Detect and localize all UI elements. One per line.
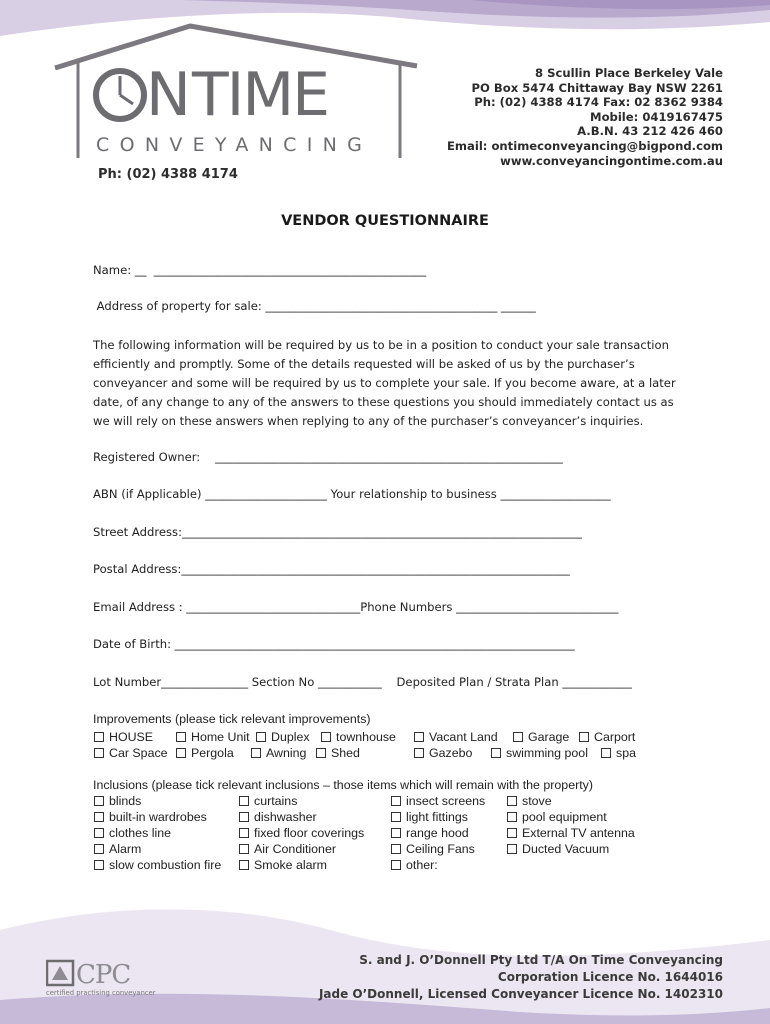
- checkbox-label: spa: [616, 746, 636, 760]
- checkbox-box[interactable]: [176, 732, 186, 742]
- checkbox-carport[interactable]: [579, 730, 635, 744]
- checkbox-label: Vacant Land: [429, 730, 498, 744]
- registered-owner-field[interactable]: Registered Owner: ____________________________________________________________: [93, 450, 563, 464]
- intro-paragraph: [93, 336, 683, 431]
- checkbox-box[interactable]: [176, 748, 186, 758]
- checkbox-spa[interactable]: [601, 746, 636, 760]
- checkbox-label: Home Unit: [191, 730, 250, 744]
- contact-address: 8 Scullin Place Berkeley Vale: [535, 66, 723, 80]
- checkbox-label: stove: [522, 794, 552, 808]
- cpc-logo-icon: [46, 958, 76, 988]
- checkbox-label: insect screens: [406, 794, 486, 808]
- checkbox-label: HOUSE: [109, 730, 154, 744]
- checkbox-box[interactable]: [239, 844, 249, 854]
- checkbox-alarm[interactable]: [94, 842, 141, 856]
- checkbox-stove[interactable]: [507, 794, 552, 808]
- checkbox-label: other:: [406, 858, 438, 872]
- checkbox-label: slow combustion fire: [109, 858, 222, 872]
- checkbox-label: curtains: [254, 794, 298, 808]
- cpc-subtitle: certified practising conveyancer: [46, 989, 156, 997]
- checkbox-smoke-alarm[interactable]: [239, 858, 327, 872]
- checkbox-box[interactable]: [491, 748, 501, 758]
- checkbox-label: Awning: [266, 746, 307, 760]
- checkbox-label: Air Conditioner: [254, 842, 336, 856]
- name-field[interactable]: Name: __ _______________________________________________: [93, 263, 427, 277]
- checkbox-box[interactable]: [579, 732, 589, 742]
- checkbox-box[interactable]: [239, 796, 249, 806]
- checkbox-label: Carport: [594, 730, 636, 744]
- checkbox-fixed-floor-coverings[interactable]: [239, 826, 364, 840]
- checkbox-box[interactable]: [239, 812, 249, 822]
- checkbox-box[interactable]: [94, 860, 104, 870]
- phone-banner: Ph: (02) 4388 4174: [98, 167, 238, 182]
- contact-po-box: PO Box 5474 Chittaway Bay NSW 2261: [471, 80, 723, 95]
- lot-section-plan-field[interactable]: Lot Number_______________ Section No ___________ Deposited Plan / Strata Plan ____________: [93, 675, 632, 689]
- checkbox-box[interactable]: [316, 748, 326, 758]
- checkbox-range-hood[interactable]: [391, 826, 469, 840]
- checkbox-blinds[interactable]: [94, 794, 141, 808]
- intro-line: date, of any change to any of the answers to these questions you should immediately contact us as: [93, 395, 674, 409]
- checkbox-box[interactable]: [414, 732, 424, 742]
- checkbox-label: Duplex: [271, 730, 310, 744]
- clock-icon: [91, 66, 149, 124]
- checkbox-garage[interactable]: [513, 730, 569, 744]
- improvements-heading: Improvements (please tick relevant improvements): [93, 712, 371, 726]
- checkbox-vacant-land[interactable]: [414, 730, 498, 744]
- footer-corporation-licence: Corporation Licence No. 1644016: [497, 970, 723, 984]
- intro-line: conveyancer and some will be required by us to complete your sale. If you become aware, at a later: [93, 376, 676, 390]
- checkbox-box[interactable]: [239, 828, 249, 838]
- checkbox-home-unit[interactable]: [176, 730, 250, 744]
- checkbox-label: light fittings: [406, 810, 468, 824]
- logo-name-on: N: [146, 60, 188, 130]
- checkbox-shed[interactable]: [316, 746, 360, 760]
- checkbox-label: built-in wardrobes: [109, 810, 207, 824]
- footer-licence-info: [319, 952, 723, 1003]
- checkbox-box[interactable]: [94, 812, 104, 822]
- checkbox-label: dishwasher: [254, 810, 317, 824]
- checkbox-label: Pergola: [191, 746, 234, 760]
- contact-phone-fax: Ph: (02) 4388 4174 Fax: 02 8362 9384: [474, 95, 723, 110]
- checkbox-label: Smoke alarm: [254, 858, 327, 872]
- contact-email[interactable]: Email: ontimeconveyancing@bigpond.com: [447, 138, 723, 153]
- checkbox-label: Garage: [528, 730, 570, 744]
- checkbox-box[interactable]: [251, 748, 261, 758]
- checkbox-built-in-wardrobes[interactable]: [94, 810, 207, 824]
- checkbox-box[interactable]: [391, 844, 401, 854]
- checkbox-dishwasher[interactable]: [239, 810, 317, 824]
- checkbox-label: Shed: [331, 746, 360, 760]
- checkbox-box[interactable]: [321, 732, 331, 742]
- checkbox-box[interactable]: [94, 732, 104, 742]
- checkbox-box[interactable]: [94, 844, 104, 854]
- checkbox-label: Ceiling Fans: [406, 842, 475, 856]
- checkbox-label: Car Space: [109, 746, 168, 760]
- checkbox-label: pool equipment: [522, 810, 607, 824]
- checkbox-pergola[interactable]: [176, 746, 234, 760]
- intro-line: efficiently and promptly. Some of the details requested will be asked of us by the purchaser’s: [93, 357, 635, 371]
- checkbox-curtains[interactable]: [239, 794, 297, 808]
- contact-website[interactable]: www.conveyancingontime.com.au: [500, 153, 723, 168]
- checkbox-label: Gazebo: [429, 746, 473, 760]
- checkbox-box[interactable]: [391, 860, 401, 870]
- checkbox-box[interactable]: [256, 732, 266, 742]
- checkbox-gazebo[interactable]: [414, 746, 472, 760]
- checkbox-slow-combustion-fire[interactable]: [94, 858, 221, 872]
- property-address-field[interactable]: Address of property for sale: ________________________________________ ______: [93, 299, 536, 313]
- checkbox-label: townhouse: [336, 730, 396, 744]
- checkbox-car-space[interactable]: [94, 746, 168, 760]
- checkbox-label: Ducted Vacuum: [522, 842, 610, 856]
- checkbox-awning[interactable]: [251, 746, 306, 760]
- checkbox-label: swimming pool: [506, 746, 588, 760]
- street-address-field[interactable]: Street Address:_____________________________________________________________________: [93, 525, 582, 539]
- checkbox-duplex[interactable]: [256, 730, 310, 744]
- page-title: VENDOR QUESTIONNAIRE: [281, 213, 489, 229]
- checkbox-light-fittings[interactable]: [391, 810, 468, 824]
- checkbox-other[interactable]: [391, 858, 438, 872]
- checkbox-box[interactable]: [507, 812, 517, 822]
- checkbox-label: External TV antenna: [522, 826, 635, 840]
- postal-address-field[interactable]: Postal Address:___________________________________________________________________: [93, 562, 570, 576]
- footer-conveyancer-licence: Jade O’Donnell, Licensed Conveyancer Licence No. 1402310: [318, 987, 723, 1001]
- checkbox-box[interactable]: [239, 860, 249, 870]
- intro-line: we will rely on these answers when replying to any of the purchaser’s conveyancer’s inquiries.: [93, 414, 644, 428]
- checkbox-label: fixed floor coverings: [254, 826, 365, 840]
- checkbox-box[interactable]: [507, 844, 517, 854]
- intro-line: The following information will be required by us to be in a position to conduct your sale transaction: [93, 338, 669, 352]
- checkbox-box[interactable]: [414, 748, 424, 758]
- logo-name-time: TIME: [192, 60, 329, 130]
- contact-details: [447, 66, 723, 168]
- checkbox-ducted-vacuum[interactable]: [507, 842, 609, 856]
- checkbox-swimming-pool[interactable]: [491, 746, 588, 760]
- checkbox-house[interactable]: [94, 730, 153, 744]
- checkbox-ceiling-fans[interactable]: [391, 842, 475, 856]
- email-phone-field[interactable]: Email Address : ______________________________Phone Numbers ____________________________: [93, 600, 619, 614]
- checkbox-label: Alarm: [109, 842, 142, 856]
- checkbox-box[interactable]: [507, 796, 517, 806]
- checkbox-box[interactable]: [94, 796, 104, 806]
- checkbox-box[interactable]: [94, 748, 104, 758]
- checkbox-air-conditioner[interactable]: [239, 842, 336, 856]
- checkbox-box[interactable]: [391, 812, 401, 822]
- checkbox-townhouse[interactable]: [321, 730, 396, 744]
- checkbox-pool-equipment[interactable]: [507, 810, 607, 824]
- checkbox-label: clothes line: [109, 826, 171, 840]
- checkbox-box[interactable]: [391, 828, 401, 838]
- checkbox-box[interactable]: [391, 796, 401, 806]
- inclusions-heading: Inclusions (please tick relevant inclusions – those items which will remain with the property): [93, 778, 593, 792]
- cpc-mark: CPC: [76, 960, 131, 990]
- checkbox-box[interactable]: [507, 828, 517, 838]
- checkbox-box[interactable]: [513, 732, 523, 742]
- checkbox-label: range hood: [406, 826, 469, 840]
- checkbox-label: blinds: [109, 794, 142, 808]
- checkbox-insect-screens[interactable]: [391, 794, 485, 808]
- checkbox-external-tv-antenna[interactable]: [507, 826, 635, 840]
- abn-field[interactable]: ABN (if Applicable) _____________________ Your relationship to business ___________________: [93, 487, 611, 501]
- checkbox-clothes-line[interactable]: [94, 826, 171, 840]
- logo-tagline: CONVEYANCING: [96, 134, 373, 156]
- checkbox-box[interactable]: [94, 828, 104, 838]
- footer-company: S. and J. O’Donnell Pty Ltd T/A On Time Conveyancing: [359, 953, 723, 967]
- contact-abn: A.B.N. 43 212 426 460: [577, 124, 723, 139]
- checkbox-box[interactable]: [601, 748, 611, 758]
- date-of-birth-field[interactable]: Date of Birth: _____________________________________________________________________: [93, 637, 575, 651]
- contact-mobile: Mobile: 0419167475: [590, 109, 723, 124]
